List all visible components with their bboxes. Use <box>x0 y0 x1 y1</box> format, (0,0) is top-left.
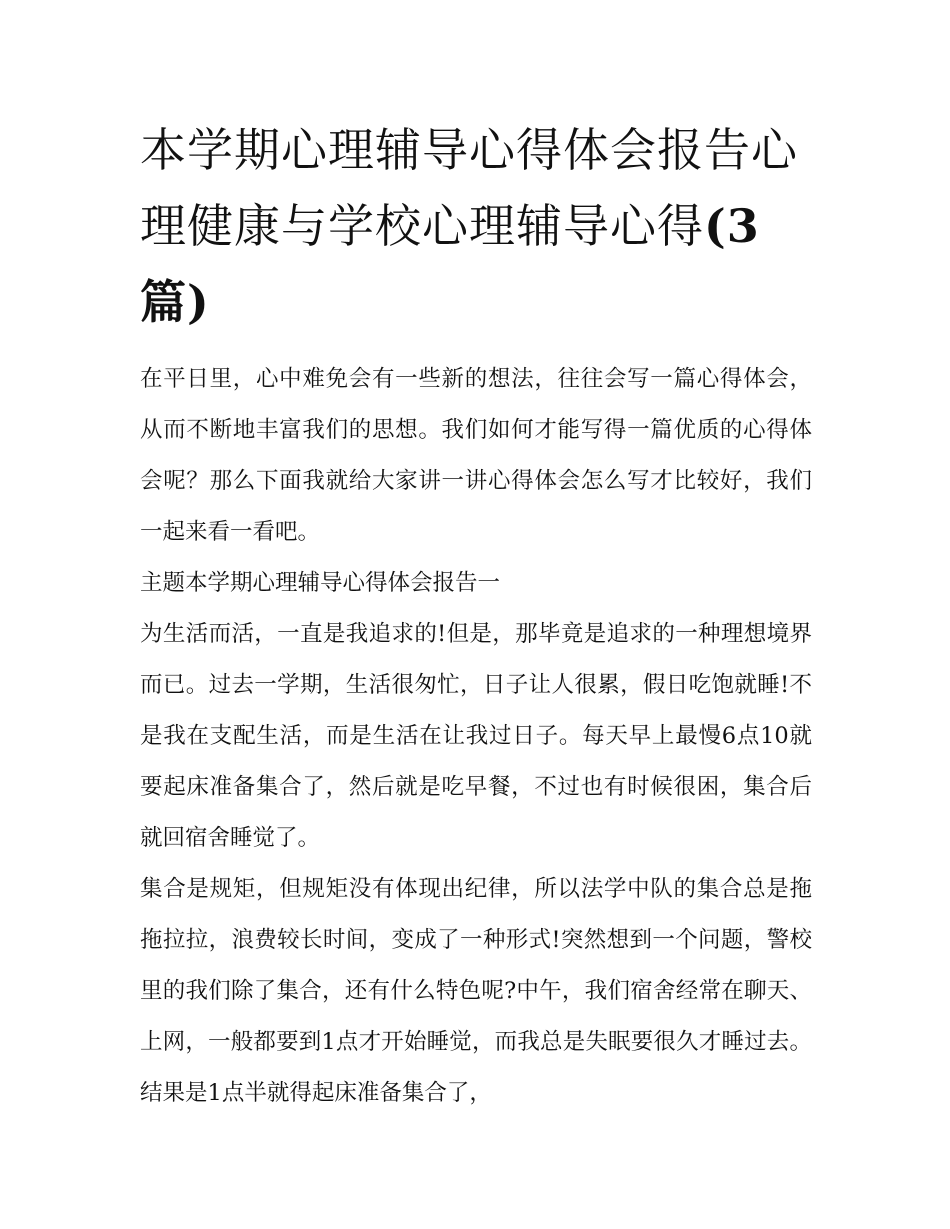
section-heading: 主题本学期心理辅导心得体会报告一 <box>140 570 501 596</box>
title-count: (3篇) <box>140 199 760 329</box>
body-paragraph-2: 集合是规矩，但规矩没有体现出纪律，所以法学中队的集合总是拖拖拉拉，浪费较长时间，变成了一种形式!突然想到一个问题，警校里的我们除了集合，还有什么特色呢?中午，我们宿舍经常在聊天、上网，一般都要到1点才开始睡觉，而我总是失眠要很久才睡过去。结果是1点半就得起床准备集合了， <box>140 876 812 1106</box>
document-title <box>140 112 812 340</box>
body-paragraph-1: 为生活而活，一直是我追求的!但是，那毕竟是追求的一种理想境界而已。过去一学期，生活很匆忙，日子让人很累，假日吃饱就睡!不是我在支配生活，而是生活在让我过日子。每天早上最慢6点10就要起床准备集合了，然后就是吃早餐，不过也有时候很困，集合后就回宿舍睡觉了。 <box>140 621 812 851</box>
intro-paragraph: 在平日里，心中难免会有一些新的想法，往往会写一篇心得体会，从而不断地丰富我们的思想。我们如何才能写得一篇优质的心得体会呢？那么下面我就给大家讲一讲心得体会怎么写才比较好，我们一起来看一看吧。 <box>140 366 812 545</box>
document-page <box>140 112 812 1119</box>
title-text: 本学期心理辅导心得体会报告心理健康与学校心理辅导心得 <box>140 123 798 253</box>
